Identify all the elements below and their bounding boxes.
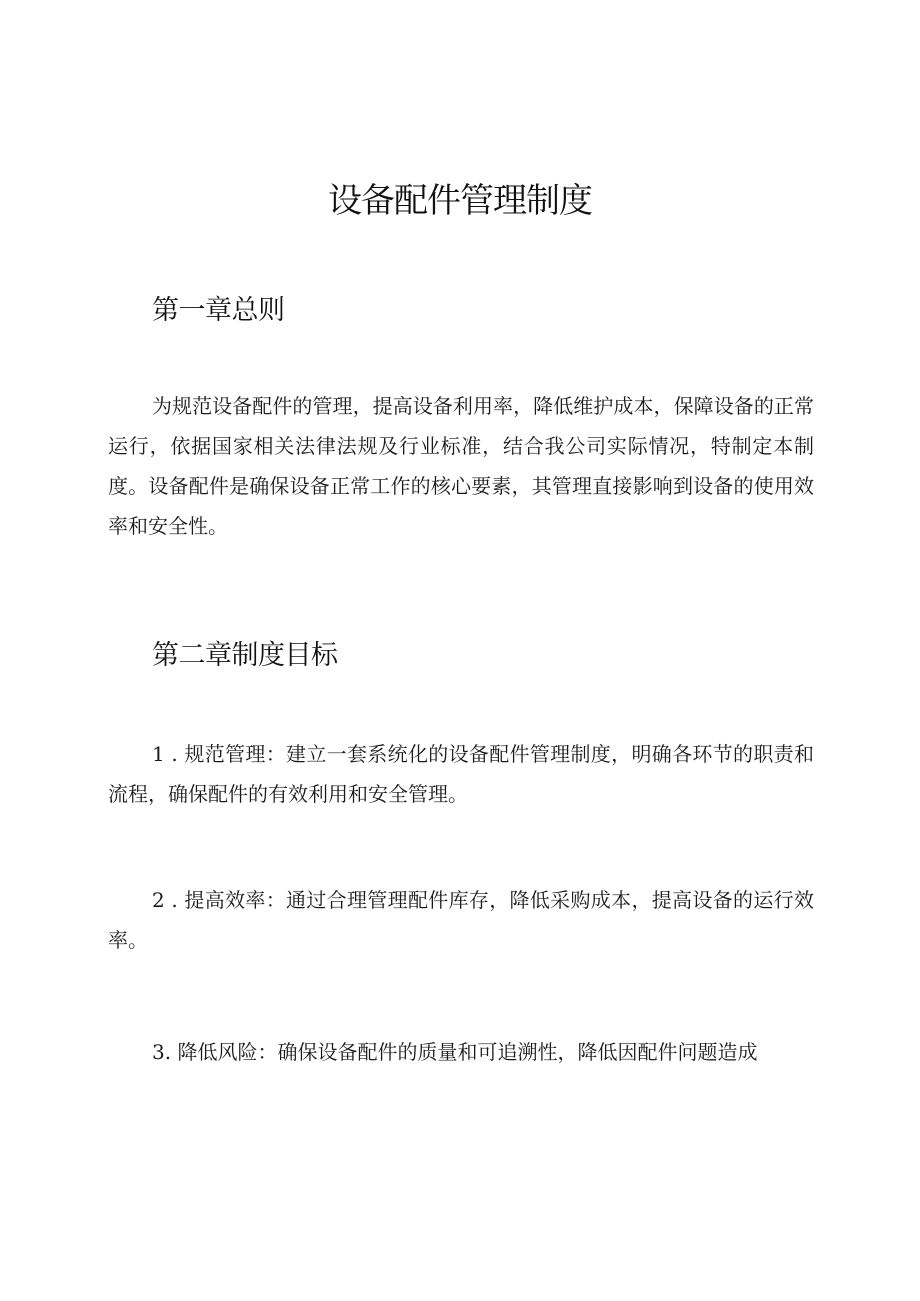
chapter-2-item-3: 3. 降低风险：确保设备配件的质量和可追溯性，降低因配件问题造成 — [152, 1040, 758, 1064]
chapter-2-heading: 第二章制度目标 — [152, 640, 338, 671]
chapter-1-paragraph: 为规范设备配件的管理，提高设备利用率，降低维护成本，保障设备的正常运行，依据国家相关法律法规及行业标准，结合我公司实际情况，特制定本制度。设备配件是确保设备正常工作的核心要素，其管理直接影响到设备的使用效率和安全性。 — [108, 394, 814, 538]
chapter-2-item-1: 1 . 规范管理：建立一套系统化的设备配件管理制度，明确各环节的职责和流程，确保配件的有效利用和安全管理。 — [108, 742, 814, 806]
chapter-1-heading: 第一章总则 — [152, 295, 285, 326]
chapter-2-item-2: 2 . 提高效率：通过合理管理配件库存，降低采购成本，提高设备的运行效率。 — [108, 888, 814, 952]
document-title: 设备配件管理制度 — [328, 181, 592, 221]
